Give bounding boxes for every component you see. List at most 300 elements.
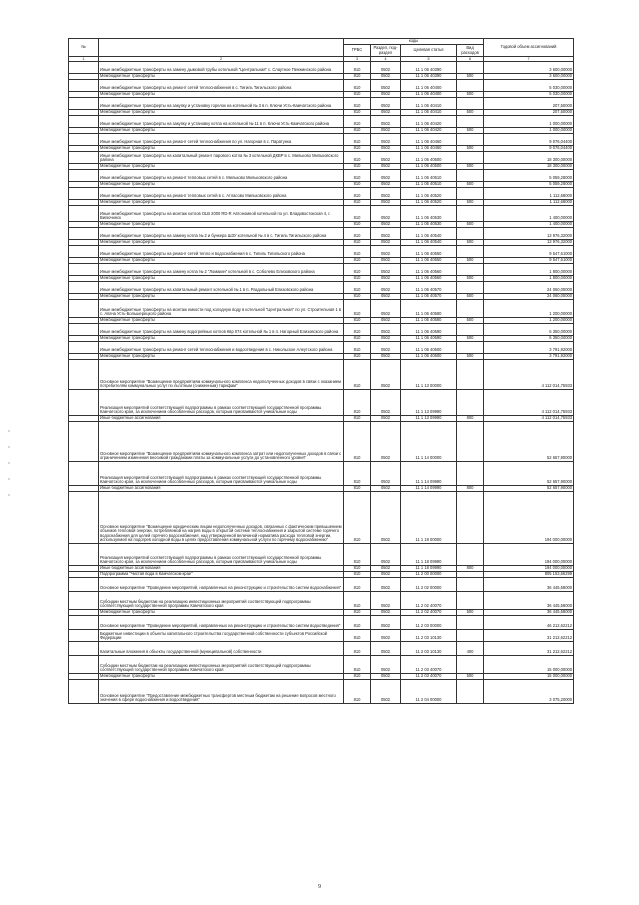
row-amount: 5 059,28000 xyxy=(484,170,574,182)
row-grbs: 810 xyxy=(344,294,371,300)
row-target: 11 1 06 40560 xyxy=(401,264,457,276)
row-section: 0502 xyxy=(371,110,401,116)
row-kind xyxy=(457,300,484,318)
row-description: Иные межбюджетные трансферты на ремонт тепловых сетей в с. Мильково Мильковского района xyxy=(99,170,344,182)
row-target: 11 1 06 40510 xyxy=(401,170,457,182)
row-description: Межбюджетные трансферты xyxy=(99,128,344,134)
row-target: 11 2 04 00000 xyxy=(401,680,457,704)
row-section: 0502 xyxy=(371,680,401,704)
table-row xyxy=(69,642,574,656)
row-amount: 31 212,62212 xyxy=(484,642,574,656)
row-grbs: 810 xyxy=(344,630,371,642)
row-num-cell xyxy=(69,152,99,164)
row-grbs: 810 xyxy=(344,486,371,492)
row-grbs: 810 xyxy=(344,92,371,98)
row-amount: 13 976,32000 xyxy=(484,240,574,246)
row-grbs: 810 xyxy=(344,578,371,592)
row-kind xyxy=(457,630,484,642)
table-row xyxy=(69,62,574,74)
row-section: 0502 xyxy=(371,354,401,360)
row-grbs: 810 xyxy=(344,98,371,110)
row-kind: 500 xyxy=(457,336,484,342)
row-amount: 18 300,00000 xyxy=(484,164,574,170)
table-row xyxy=(69,170,574,182)
row-target: 11 1 06 40540 xyxy=(401,240,457,246)
row-kind: 500 xyxy=(457,674,484,680)
row-grbs: 810 xyxy=(344,566,371,572)
row-grbs: 810 xyxy=(344,222,371,228)
row-num-cell xyxy=(69,170,99,182)
row-section: 0502 xyxy=(371,98,401,110)
row-target: 11 1 18 09990 xyxy=(401,566,457,572)
row-target: 11 2 02 00000 xyxy=(401,578,457,592)
row-num-cell xyxy=(69,62,99,74)
row-grbs: 810 xyxy=(344,674,371,680)
row-description: Межбюджетные трансферты xyxy=(99,146,344,152)
row-section: 0502 xyxy=(371,188,401,200)
row-amount: 36 445,58000 xyxy=(484,578,574,592)
row-section: 0502 xyxy=(371,276,401,282)
row-kind: 500 xyxy=(457,146,484,152)
row-description: Иные межбюджетные трансферты на ремонт сетей теплоснабжения и водоотведения в с. Никольское Алеутского района xyxy=(99,342,344,354)
row-kind xyxy=(457,98,484,110)
row-kind: 500 xyxy=(457,276,484,282)
table-body xyxy=(69,62,574,704)
table-row xyxy=(69,578,574,592)
row-amount: 1 400,00000 xyxy=(484,222,574,228)
row-grbs: 810 xyxy=(344,116,371,128)
colnum: 3 xyxy=(344,57,371,62)
row-description: Основное мероприятие "Возмещение предприятиям коммунального комплекса недополученных доходов в связи с оказанием потребителям коммунальных услуг по льготным (сниженным) тарифам" xyxy=(99,360,344,390)
table-row xyxy=(69,246,574,258)
row-kind: 500 xyxy=(457,240,484,246)
row-section: 0502 xyxy=(371,318,401,324)
row-grbs: 810 xyxy=(344,680,371,704)
row-description: Реализация мероприятий соответствующей подпрограммы в рамках соответствующей государственной программы Камчатского края, за исключением обособленных расходов, которым присваиваются уникальные коды xyxy=(99,544,344,566)
row-grbs: 810 xyxy=(344,390,371,416)
row-kind xyxy=(457,62,484,74)
row-description: Межбюджетные трансферты xyxy=(99,182,344,188)
row-amount: 5 030,00000 xyxy=(484,80,574,92)
row-kind xyxy=(457,188,484,200)
row-kind: 500 xyxy=(457,110,484,116)
row-description: Межбюджетные трансферты xyxy=(99,74,344,80)
table-row xyxy=(69,342,574,354)
row-section: 0502 xyxy=(371,572,401,578)
row-target: 11 1 06 40520 xyxy=(401,188,457,200)
row-target: 11 1 06 40410 xyxy=(401,98,457,110)
row-kind xyxy=(457,116,484,128)
row-grbs: 810 xyxy=(344,656,371,674)
row-section: 0502 xyxy=(371,74,401,80)
row-section: 0502 xyxy=(371,170,401,182)
table-row xyxy=(69,544,574,566)
row-section: 0502 xyxy=(371,492,401,544)
row-grbs: 810 xyxy=(344,74,371,80)
colnum: 5 xyxy=(401,57,457,62)
header-kind: Вид расходов xyxy=(457,45,484,57)
row-grbs: 810 xyxy=(344,300,371,318)
row-description: Иные межбюджетные трансферты на монтаж котлов OLB 2000 RD-R Автономной котельной по ул. Владивостокская 4, г. Вилючинск xyxy=(99,206,344,222)
row-section: 0502 xyxy=(371,200,401,206)
row-section: 0502 xyxy=(371,578,401,592)
row-amount: 6 350,00000 xyxy=(484,336,574,342)
header-section: Раздел, под-раздел xyxy=(371,45,401,57)
row-description: Иные межбюджетные трансферты на замену дымовой трубы котельной "Центральная" с. Слаутное Пенжинского района xyxy=(99,62,344,74)
table-row xyxy=(69,656,574,674)
row-num-cell xyxy=(69,206,99,222)
row-section: 0502 xyxy=(371,282,401,294)
row-grbs: 810 xyxy=(344,188,371,200)
row-num-cell xyxy=(69,188,99,200)
row-num-cell xyxy=(69,246,99,258)
row-target: 11 1 13 00000 xyxy=(401,360,457,390)
row-kind xyxy=(457,656,484,674)
row-grbs: 810 xyxy=(344,422,371,462)
row-section: 0502 xyxy=(371,164,401,170)
colnum: 2 xyxy=(99,57,344,62)
table-row xyxy=(69,134,574,146)
row-num-cell xyxy=(69,342,99,354)
row-kind xyxy=(457,360,484,390)
header-target: Целевая статья xyxy=(401,45,457,57)
row-target: 11 1 06 40600 xyxy=(401,354,457,360)
row-amount: 1 000,00000 xyxy=(484,116,574,128)
row-description: Основное мероприятие "Предоставление межбюджетных трансфертов местным бюджетам на решение вопросов местного значения в сфере водоснабжения и водоотведения" xyxy=(99,680,344,704)
row-kind xyxy=(457,616,484,630)
row-kind xyxy=(457,324,484,336)
row-target: 11 1 14 00000 xyxy=(401,422,457,462)
row-kind xyxy=(457,170,484,182)
row-grbs: 810 xyxy=(344,164,371,170)
row-target: 11 1 06 40520 xyxy=(401,200,457,206)
row-description: Субсидии местным бюджетам на реализацию инвестиционных мероприятий соответствующей подпрограммы соответствующей государственной программы Камчатского края xyxy=(99,592,344,610)
table-row xyxy=(69,630,574,642)
row-section: 0502 xyxy=(371,566,401,572)
row-amount: 207,50000 xyxy=(484,98,574,110)
row-grbs: 810 xyxy=(344,182,371,188)
row-num-cell xyxy=(69,680,99,704)
row-description: Межбюджетные трансферты xyxy=(99,222,344,228)
row-section: 0502 xyxy=(371,592,401,610)
row-grbs: 810 xyxy=(344,152,371,164)
row-grbs: 810 xyxy=(344,610,371,616)
row-target: 11 1 06 40590 xyxy=(401,324,457,336)
row-amount: 3 075,20000 xyxy=(484,680,574,704)
row-description: Межбюджетные трансферты xyxy=(99,258,344,264)
row-grbs: 810 xyxy=(344,276,371,282)
row-description: Реализация мероприятий соответствующей подпрограммы в рамках соответствующей государственной программы Камчатского края, за исключением обособленных расходов, которым присваиваются уникальные коды xyxy=(99,462,344,486)
row-amount: 9 076,04400 xyxy=(484,134,574,146)
row-target: 11 1 06 40500 xyxy=(401,152,457,164)
table-row xyxy=(69,264,574,276)
row-num-cell xyxy=(69,422,99,462)
row-grbs: 810 xyxy=(344,110,371,116)
row-target: 11 1 06 40580 xyxy=(401,318,457,324)
row-target: 11 1 06 40570 xyxy=(401,294,457,300)
row-amount: 46 212,62212 xyxy=(484,616,574,630)
row-amount: 9 547,61000 xyxy=(484,246,574,258)
row-section: 0502 xyxy=(371,146,401,152)
colnum: 7 xyxy=(484,57,574,62)
row-target: 11 1 06 40410 xyxy=(401,110,457,116)
row-num-cell xyxy=(69,390,99,416)
row-target: 11 1 14 09990 xyxy=(401,462,457,486)
page-number: 9 xyxy=(318,884,321,890)
table-row xyxy=(69,390,574,416)
table-row xyxy=(69,360,574,390)
row-description: Межбюджетные трансферты xyxy=(99,336,344,342)
row-target: 11 1 18 09990 xyxy=(401,544,457,566)
row-amount: 1 112,68000 xyxy=(484,200,574,206)
row-kind: 500 xyxy=(457,222,484,228)
row-amount: 3 791,92000 xyxy=(484,342,574,354)
row-grbs: 810 xyxy=(344,246,371,258)
table-row xyxy=(69,422,574,462)
row-kind: 500 xyxy=(457,182,484,188)
row-num-cell xyxy=(69,282,99,294)
row-description: Иные межбюджетные трансферты на замену водогрейных котлов Квр 074 котельной № 1 в п. Нагорный Елизовского района xyxy=(99,324,344,336)
row-description: Реализация мероприятий соответствующей подпрограммы в рамках соответствующей государственной программы Камчатского края, за исключением обособленных расходов, которым присваиваются уникальные коды xyxy=(99,390,344,416)
row-target: 11 1 06 40510 xyxy=(401,182,457,188)
row-kind: 500 xyxy=(457,354,484,360)
row-target: 11 1 06 40420 xyxy=(401,128,457,134)
row-amount: 52 657,90000 xyxy=(484,486,574,492)
row-amount: 52 657,90000 xyxy=(484,462,574,486)
row-num-cell xyxy=(69,80,99,92)
row-kind xyxy=(457,422,484,462)
row-section: 0502 xyxy=(371,610,401,616)
row-kind xyxy=(457,390,484,416)
table-row xyxy=(69,300,574,318)
row-section: 0502 xyxy=(371,336,401,342)
row-description: Иные межбюджетные трансферты на ремонт сетей теплоснабжения в с. Тигиль Тигильского района xyxy=(99,80,344,92)
row-kind: 800 xyxy=(457,416,484,422)
row-target: 11 2 03 40070 xyxy=(401,674,457,680)
row-description: Иные межбюджетные трансферты на замену котла № 2 и бункера ШЗУ котельной № 4 в с. Тигиль Тигильского района xyxy=(99,228,344,240)
row-amount: 194 000,00000 xyxy=(484,566,574,572)
row-target: 11 2 00 00000 xyxy=(401,572,457,578)
row-kind: 500 xyxy=(457,258,484,264)
row-amount: 4 112 014,75933 xyxy=(484,390,574,416)
row-description: Основное мероприятие "Возмещение предприятиям коммунального комплекса затрат или недополученных доходов в связи с ограничением изменения вносимой гражданами платы за коммунальные услуги до установленного уровня" xyxy=(99,422,344,462)
table-row xyxy=(69,188,574,200)
row-description: Межбюджетные трансферты xyxy=(99,674,344,680)
row-kind xyxy=(457,462,484,486)
row-description: Межбюджетные трансферты xyxy=(99,240,344,246)
row-section: 0502 xyxy=(371,656,401,674)
row-kind xyxy=(457,206,484,222)
row-kind: 500 xyxy=(457,318,484,324)
row-target: 11 1 13 09990 xyxy=(401,416,457,422)
row-section: 0502 xyxy=(371,206,401,222)
budget-table xyxy=(68,38,574,704)
table-row xyxy=(69,282,574,294)
row-grbs: 810 xyxy=(344,200,371,206)
row-amount: 15 000,00000 xyxy=(484,656,574,674)
colnum: 1 xyxy=(69,57,99,62)
row-target: 11 1 13 09990 xyxy=(401,390,457,416)
row-description: Иные межбюджетные трансферты на ремонт сетей теплоснабжения по ул. Нагорная в с. Паратунка xyxy=(99,134,344,146)
row-description: Иные межбюджетные трансферты на капитальный ремонт парового котла № 3 котельной ДКВР в с. Мильково Мильковского района xyxy=(99,152,344,164)
row-amount: 6 350,00000 xyxy=(484,324,574,336)
row-kind: 500 xyxy=(457,74,484,80)
row-target: 11 1 06 40400 xyxy=(401,80,457,92)
row-description: Иные бюджетные ассигнования xyxy=(99,566,344,572)
row-section: 0502 xyxy=(371,544,401,566)
row-description: Субсидии местным бюджетам на реализацию инвестиционных мероприятий соответствующей подпрограммы соответствующей государственной программы Камчатского края xyxy=(99,656,344,674)
row-amount: 1 112,68000 xyxy=(484,188,574,200)
row-num-cell xyxy=(69,492,99,544)
table-row xyxy=(69,152,574,164)
row-grbs: 810 xyxy=(344,342,371,354)
row-target: 11 1 06 40590 xyxy=(401,336,457,342)
row-kind xyxy=(457,246,484,258)
row-num-cell xyxy=(69,134,99,146)
row-num-cell xyxy=(69,656,99,674)
row-kind: 500 xyxy=(457,200,484,206)
row-grbs: 810 xyxy=(344,62,371,74)
row-kind xyxy=(457,680,484,704)
row-target: 11 2 03 40070 xyxy=(401,656,457,674)
row-amount: 13 976,32000 xyxy=(484,228,574,240)
row-amount: 36 445,58000 xyxy=(484,592,574,610)
row-kind: 400 xyxy=(457,642,484,656)
table-row xyxy=(69,116,574,128)
row-description: Межбюджетные трансферты xyxy=(99,276,344,282)
row-kind: 500 xyxy=(457,92,484,98)
row-description: Межбюджетные трансферты xyxy=(99,354,344,360)
row-num-cell xyxy=(69,228,99,240)
row-description: Иные межбюджетные трансферты на монтаж емкости под холодную воду в котельной "Центральная" по ул. Строительная 1 в с. Апача Усть-Большерецкого района xyxy=(99,300,344,318)
row-description: Межбюджетные трансферты xyxy=(99,200,344,206)
row-num-cell xyxy=(69,300,99,318)
row-amount: 194 000,00000 xyxy=(484,544,574,566)
row-description: Иные бюджетные ассигнования xyxy=(99,486,344,492)
row-target: 11 1 06 40390 xyxy=(401,74,457,80)
row-grbs: 810 xyxy=(344,80,371,92)
row-section: 0502 xyxy=(371,264,401,276)
row-description: Межбюджетные трансферты xyxy=(99,110,344,116)
row-kind xyxy=(457,578,484,592)
row-section: 0502 xyxy=(371,128,401,134)
row-grbs: 810 xyxy=(344,240,371,246)
row-amount: 1 400,00000 xyxy=(484,206,574,222)
table-row xyxy=(69,492,574,544)
row-grbs: 810 xyxy=(344,416,371,422)
row-target: 11 2 03 00000 xyxy=(401,616,457,630)
row-section: 0502 xyxy=(371,342,401,354)
row-target: 11 1 06 40460 xyxy=(401,134,457,146)
row-target: 11 2 02 40070 xyxy=(401,592,457,610)
row-section: 0502 xyxy=(371,246,401,258)
colnum: 4 xyxy=(371,57,401,62)
row-section: 0502 xyxy=(371,674,401,680)
row-amount: 9 076,04400 xyxy=(484,146,574,152)
row-target: 11 1 06 40420 xyxy=(401,116,457,128)
row-target: 11 1 06 40560 xyxy=(401,276,457,282)
row-amount: 5 059,28000 xyxy=(484,182,574,188)
row-target: 11 1 06 40600 xyxy=(401,342,457,354)
row-kind: 500 xyxy=(457,128,484,134)
row-description: Подпрограмма "Чистая вода в Камчатском крае" xyxy=(99,572,344,578)
row-section: 0502 xyxy=(371,228,401,240)
row-num-cell xyxy=(69,616,99,630)
row-grbs: 810 xyxy=(344,616,371,630)
table-row xyxy=(69,324,574,336)
row-amount: 5 030,00000 xyxy=(484,92,574,98)
table-row xyxy=(69,680,574,704)
row-target: 11 1 06 40540 xyxy=(401,228,457,240)
row-description: Основное мероприятие "Проведение мероприятий, направленных на реконструкцию и строительство систем водоснабжения" xyxy=(99,578,344,592)
row-target: 11 1 06 40400 xyxy=(401,92,457,98)
row-section: 0502 xyxy=(371,92,401,98)
row-description: Иные межбюджетные трансферты на закупку и установку горелок на котельной № 3 в п. Ключи Усть-Камчатского района xyxy=(99,98,344,110)
table-row xyxy=(69,462,574,486)
row-section: 0502 xyxy=(371,486,401,492)
row-grbs: 810 xyxy=(344,492,371,544)
row-section: 0502 xyxy=(371,152,401,164)
header-name xyxy=(99,39,344,57)
row-section: 0502 xyxy=(371,630,401,642)
row-amount: 52 657,90000 xyxy=(484,422,574,462)
row-amount: 1 200,00000 xyxy=(484,300,574,318)
table-row xyxy=(69,592,574,610)
row-grbs: 810 xyxy=(344,264,371,276)
table-row xyxy=(69,98,574,110)
row-num-cell xyxy=(69,642,99,656)
row-section: 0502 xyxy=(371,182,401,188)
row-amount: 3 600,00000 xyxy=(484,74,574,80)
row-description: Основное мероприятие "Возмещение юридическим лицам недополученных доходов, связанных с фактическим превышением объемов тепловой энергии, потребляемой на нагрев воды в открытой системе теплоснабжения и закрытой системе горячего водоснабжения для целей горячего водоснабжения, над утвержденной величиной норматива расхода тепловой энергии, используемой на подогрев холодной воды в целях предоставления коммунальной услуги по горячему водоснабжению" xyxy=(99,492,344,544)
row-target: 11 1 06 40390 xyxy=(401,62,457,74)
row-section: 0502 xyxy=(371,324,401,336)
row-grbs: 810 xyxy=(344,282,371,294)
row-section: 0502 xyxy=(371,258,401,264)
row-section: 0502 xyxy=(371,360,401,390)
row-section: 0502 xyxy=(371,390,401,416)
header-codes: коды xyxy=(344,39,484,45)
row-num-cell xyxy=(69,264,99,276)
row-section: 0502 xyxy=(371,416,401,422)
row-grbs: 810 xyxy=(344,462,371,486)
row-target: 11 2 03 10130 xyxy=(401,630,457,642)
row-amount: 3 600,00000 xyxy=(484,62,574,74)
row-amount: 1 000,00000 xyxy=(484,128,574,134)
binding-holes xyxy=(8,430,11,540)
row-amount: 4 112 014,75933 xyxy=(484,360,574,390)
row-target: 11 1 06 40460 xyxy=(401,146,457,152)
row-description: Иные межбюджетные трансферты на ремонт сетей тепло и водоснабжения в с. Тигиль Тигильского района xyxy=(99,246,344,258)
colnum: 6 xyxy=(457,57,484,62)
row-num-cell xyxy=(69,578,99,592)
row-num-cell xyxy=(69,98,99,110)
row-grbs: 810 xyxy=(344,324,371,336)
row-description: Межбюджетные трансферты xyxy=(99,92,344,98)
row-amount: 18 300,00000 xyxy=(484,152,574,164)
row-description: Капитальные вложения в объекты государственной (муниципальной) собственности xyxy=(99,642,344,656)
row-kind xyxy=(457,544,484,566)
row-description: Межбюджетные трансферты xyxy=(99,318,344,324)
row-description: Межбюджетные трансферты xyxy=(99,164,344,170)
row-target: 11 1 14 09990 xyxy=(401,486,457,492)
row-kind: 800 xyxy=(457,566,484,572)
header-grbs: ГРБС xyxy=(344,45,371,57)
row-kind xyxy=(457,342,484,354)
row-kind xyxy=(457,592,484,610)
row-grbs: 810 xyxy=(344,642,371,656)
row-amount: 24 060,00000 xyxy=(484,294,574,300)
